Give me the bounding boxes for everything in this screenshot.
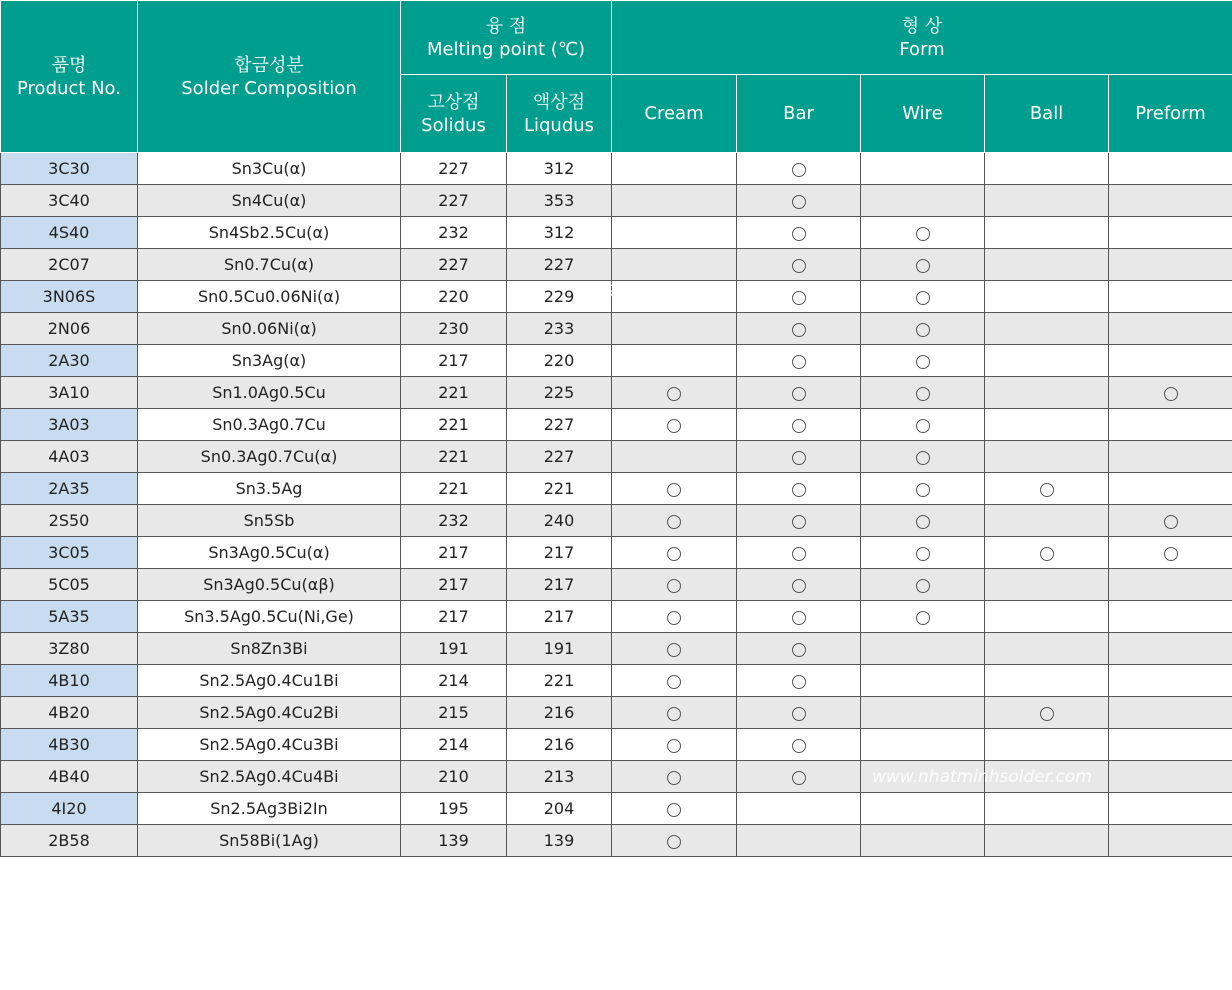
composition-cell: Sn2.5Ag0.4Cu2Bi: [138, 697, 401, 729]
available-circle-icon: [1164, 515, 1178, 529]
solidus-cell: 221: [401, 441, 507, 473]
available-circle-icon: [916, 291, 930, 305]
form-wire-cell: [861, 473, 985, 505]
form-ball-cell: [985, 313, 1109, 345]
form-wire-cell: [861, 217, 985, 249]
solidus-cell: 221: [401, 473, 507, 505]
form-ball-cell: [985, 377, 1109, 409]
product-cell: 4B20: [1, 697, 138, 729]
form-cream-cell: [612, 569, 737, 601]
header-product: 품명 Product No.: [1, 1, 138, 153]
form-cream-cell: [612, 313, 737, 345]
form-wire-cell: [861, 345, 985, 377]
solidus-cell: 227: [401, 153, 507, 185]
available-circle-icon: [916, 355, 930, 369]
form-ball-cell: [985, 153, 1109, 185]
form-ball-cell: [985, 601, 1109, 633]
form-cream-cell: [612, 473, 737, 505]
solidus-cell: 221: [401, 409, 507, 441]
table-row: [1, 729, 1232, 761]
form-preform-cell: [1109, 569, 1232, 601]
product-cell: 2S50: [1, 505, 138, 537]
available-circle-icon: [792, 643, 806, 657]
table-row: [1, 153, 1232, 185]
available-circle-icon: [792, 611, 806, 625]
composition-cell: Sn0.06Ni(α): [138, 313, 401, 345]
liquidus-cell: 233: [507, 313, 612, 345]
composition-cell: Sn58Bi(1Ag): [138, 825, 401, 857]
liquidus-cell: 217: [507, 537, 612, 569]
product-cell: 4S40: [1, 217, 138, 249]
solidus-cell: 191: [401, 633, 507, 665]
form-bar-cell: [737, 761, 861, 793]
product-cell: 3C40: [1, 185, 138, 217]
form-ball-cell: [985, 825, 1109, 857]
table-row: [1, 217, 1232, 249]
available-circle-icon: [667, 419, 681, 433]
composition-cell: Sn0.5Cu0.06Ni(α): [138, 281, 401, 313]
form-ball-cell: [985, 665, 1109, 697]
composition-cell: Sn3Ag0.5Cu(αβ): [138, 569, 401, 601]
header-form-wire: Wire: [861, 75, 985, 153]
table-row: [1, 377, 1232, 409]
form-preform-cell: [1109, 761, 1232, 793]
available-circle-icon: [667, 739, 681, 753]
product-cell: 2A30: [1, 345, 138, 377]
watermark-phone-2: 0988.262.254: [750, 897, 869, 917]
form-preform-cell: [1109, 185, 1232, 217]
solidus-cell: 230: [401, 313, 507, 345]
form-wire-cell: [861, 185, 985, 217]
form-wire-cell: [861, 633, 985, 665]
available-circle-icon: [667, 483, 681, 497]
form-wire-cell: [861, 729, 985, 761]
form-wire-cell: [861, 441, 985, 473]
form-cream-cell: [612, 185, 737, 217]
available-circle-icon: [916, 451, 930, 465]
available-circle-icon: [667, 771, 681, 785]
product-cell: 3Z80: [1, 633, 138, 665]
form-wire-cell: [861, 665, 985, 697]
available-circle-icon: [1164, 547, 1178, 561]
available-circle-icon: [667, 835, 681, 849]
form-cream-cell: [612, 505, 737, 537]
table-row: [1, 633, 1232, 665]
table-row: [1, 665, 1232, 697]
form-bar-cell: [737, 665, 861, 697]
form-bar-cell: [737, 281, 861, 313]
form-cream-cell: [612, 377, 737, 409]
product-cell: 3C30: [1, 153, 138, 185]
liquidus-cell: 227: [507, 441, 612, 473]
form-cream-cell: [612, 729, 737, 761]
form-ball-cell: [985, 345, 1109, 377]
form-ball-cell: [985, 409, 1109, 441]
available-circle-icon: [916, 419, 930, 433]
available-circle-icon: [792, 195, 806, 209]
form-bar-cell: [737, 313, 861, 345]
form-cream-cell: [612, 697, 737, 729]
form-cream-cell: [612, 665, 737, 697]
liquidus-cell: 229: [507, 281, 612, 313]
form-bar-cell: [737, 217, 861, 249]
available-circle-icon: [916, 259, 930, 273]
available-circle-icon: [792, 707, 806, 721]
form-wire-cell: [861, 505, 985, 537]
available-circle-icon: [667, 579, 681, 593]
liquidus-cell: 227: [507, 409, 612, 441]
solidus-cell: 217: [401, 601, 507, 633]
form-cream-cell: [612, 761, 737, 793]
composition-cell: Sn2.5Ag0.4Cu1Bi: [138, 665, 401, 697]
available-circle-icon: [667, 643, 681, 657]
form-preform-cell: [1109, 377, 1232, 409]
table-row: [1, 249, 1232, 281]
form-bar-cell: [737, 249, 861, 281]
solidus-cell: 217: [401, 537, 507, 569]
form-bar-cell: [737, 537, 861, 569]
watermark-website: www.nhatminhsolder.com: [872, 767, 1092, 787]
available-circle-icon: [792, 451, 806, 465]
form-preform-cell: [1109, 601, 1232, 633]
form-preform-cell: [1109, 505, 1232, 537]
composition-cell: Sn8Zn3Bi: [138, 633, 401, 665]
composition-cell: Sn3Cu(α): [138, 153, 401, 185]
available-circle-icon: [916, 323, 930, 337]
form-ball-cell: [985, 697, 1109, 729]
form-wire-cell: [861, 281, 985, 313]
product-cell: 5A35: [1, 601, 138, 633]
solidus-cell: 227: [401, 249, 507, 281]
table-row: [1, 601, 1232, 633]
composition-cell: Sn5Sb: [138, 505, 401, 537]
table-row: [1, 345, 1232, 377]
liquidus-cell: 139: [507, 825, 612, 857]
product-cell: 4B40: [1, 761, 138, 793]
form-cream-cell: [612, 153, 737, 185]
available-circle-icon: [667, 611, 681, 625]
table-row: [1, 409, 1232, 441]
composition-cell: Sn2.5Ag3Bi2In: [138, 793, 401, 825]
composition-cell: Sn3.5Ag0.5Cu(Ni,Ge): [138, 601, 401, 633]
form-preform-cell: [1109, 153, 1232, 185]
form-preform-cell: [1109, 665, 1232, 697]
form-ball-cell: [985, 633, 1109, 665]
solidus-cell: 217: [401, 345, 507, 377]
available-circle-icon: [1040, 483, 1054, 497]
liquidus-cell: 204: [507, 793, 612, 825]
table-row: [1, 473, 1232, 505]
product-cell: 2A35: [1, 473, 138, 505]
form-wire-cell: [861, 249, 985, 281]
available-circle-icon: [792, 227, 806, 241]
product-cell: 4I20: [1, 793, 138, 825]
liquidus-cell: 220: [507, 345, 612, 377]
composition-cell: Sn4Sb2.5Cu(α): [138, 217, 401, 249]
available-circle-icon: [792, 419, 806, 433]
form-ball-cell: [985, 473, 1109, 505]
form-preform-cell: [1109, 729, 1232, 761]
form-ball-cell: [985, 793, 1109, 825]
form-ball-cell: [985, 281, 1109, 313]
solidus-cell: 232: [401, 217, 507, 249]
product-cell: 2N06: [1, 313, 138, 345]
liquidus-cell: 353: [507, 185, 612, 217]
form-ball-cell: [985, 249, 1109, 281]
form-cream-cell: [612, 409, 737, 441]
form-bar-cell: [737, 153, 861, 185]
available-circle-icon: [792, 355, 806, 369]
composition-cell: Sn0.3Ag0.7Cu: [138, 409, 401, 441]
composition-cell: Sn0.7Cu(α): [138, 249, 401, 281]
product-cell: 3N06S: [1, 281, 138, 313]
form-cream-cell: [612, 633, 737, 665]
form-wire-cell: [861, 569, 985, 601]
liquidus-cell: 213: [507, 761, 612, 793]
header-form-ball: Ball: [985, 75, 1109, 153]
header-form-preform: Preform: [1109, 75, 1232, 153]
form-cream-cell: [612, 537, 737, 569]
form-cream-cell: [612, 793, 737, 825]
solidus-cell: 217: [401, 569, 507, 601]
header-melting-point: 융 점 Melting point (℃): [401, 1, 612, 75]
form-bar-cell: [737, 825, 861, 857]
product-cell: 4B10: [1, 665, 138, 697]
liquidus-cell: 221: [507, 473, 612, 505]
form-cream-cell: [612, 441, 737, 473]
liquidus-cell: 191: [507, 633, 612, 665]
form-preform-cell: [1109, 409, 1232, 441]
product-cell: 3A10: [1, 377, 138, 409]
solidus-cell: 220: [401, 281, 507, 313]
header-solidus: 고상점 Solidus: [401, 75, 507, 153]
form-bar-cell: [737, 441, 861, 473]
product-cell: 2C07: [1, 249, 138, 281]
available-circle-icon: [667, 803, 681, 817]
form-preform-cell: [1109, 633, 1232, 665]
available-circle-icon: [792, 547, 806, 561]
available-circle-icon: [792, 739, 806, 753]
composition-cell: Sn2.5Ag0.4Cu3Bi: [138, 729, 401, 761]
product-cell: 5C05: [1, 569, 138, 601]
form-bar-cell: [737, 569, 861, 601]
table-row: [1, 825, 1232, 857]
table-row: [1, 441, 1232, 473]
available-circle-icon: [792, 579, 806, 593]
liquidus-cell: 221: [507, 665, 612, 697]
form-bar-cell: [737, 377, 861, 409]
form-wire-cell: [861, 793, 985, 825]
composition-cell: Sn3.5Ag: [138, 473, 401, 505]
product-cell: 4B30: [1, 729, 138, 761]
composition-cell: Sn0.3Ag0.7Cu(α): [138, 441, 401, 473]
liquidus-cell: 240: [507, 505, 612, 537]
form-wire-cell: [861, 537, 985, 569]
header-form-cream: Cream: [612, 75, 737, 153]
form-wire-cell: [861, 697, 985, 729]
header-composition: 합금성분 Solder Composition: [138, 1, 401, 153]
form-preform-cell: [1109, 793, 1232, 825]
header-liquidus: 액상점 Liqudus: [507, 75, 612, 153]
solidus-cell: 215: [401, 697, 507, 729]
form-bar-cell: [737, 697, 861, 729]
available-circle-icon: [667, 675, 681, 689]
available-circle-icon: [792, 323, 806, 337]
form-cream-cell: [612, 825, 737, 857]
form-bar-cell: [737, 633, 861, 665]
available-circle-icon: [916, 483, 930, 497]
form-cream-cell: [612, 249, 737, 281]
watermark-phone-1: 0988.262.254: [594, 282, 713, 302]
available-circle-icon: [667, 387, 681, 401]
table-row: [1, 569, 1232, 601]
available-circle-icon: [916, 579, 930, 593]
available-circle-icon: [792, 291, 806, 305]
form-cream-cell: [612, 345, 737, 377]
available-circle-icon: [667, 547, 681, 561]
form-wire-cell: [861, 313, 985, 345]
form-ball-cell: [985, 537, 1109, 569]
composition-cell: Sn4Cu(α): [138, 185, 401, 217]
form-bar-cell: [737, 473, 861, 505]
liquidus-cell: 217: [507, 601, 612, 633]
form-preform-cell: [1109, 345, 1232, 377]
product-cell: 3A03: [1, 409, 138, 441]
composition-cell: Sn1.0Ag0.5Cu: [138, 377, 401, 409]
form-preform-cell: [1109, 537, 1232, 569]
form-ball-cell: [985, 185, 1109, 217]
available-circle-icon: [792, 675, 806, 689]
solidus-cell: 221: [401, 377, 507, 409]
composition-cell: Sn3Ag(α): [138, 345, 401, 377]
form-ball-cell: [985, 569, 1109, 601]
header-form: 형 상 Form: [612, 1, 1232, 75]
form-bar-cell: [737, 345, 861, 377]
form-wire-cell: [861, 153, 985, 185]
form-bar-cell: [737, 729, 861, 761]
form-ball-cell: [985, 729, 1109, 761]
table-row: [1, 793, 1232, 825]
solidus-cell: 232: [401, 505, 507, 537]
table-row: [1, 697, 1232, 729]
product-cell: 2B58: [1, 825, 138, 857]
solidus-cell: 139: [401, 825, 507, 857]
liquidus-cell: 216: [507, 697, 612, 729]
liquidus-cell: 217: [507, 569, 612, 601]
form-preform-cell: [1109, 697, 1232, 729]
solidus-cell: 227: [401, 185, 507, 217]
solidus-cell: 195: [401, 793, 507, 825]
composition-cell: Sn3Ag0.5Cu(α): [138, 537, 401, 569]
form-ball-cell: [985, 217, 1109, 249]
form-ball-cell: [985, 505, 1109, 537]
form-preform-cell: [1109, 249, 1232, 281]
form-preform-cell: [1109, 313, 1232, 345]
available-circle-icon: [792, 515, 806, 529]
table-row: [1, 537, 1232, 569]
available-circle-icon: [792, 259, 806, 273]
liquidus-cell: 227: [507, 249, 612, 281]
solidus-cell: 210: [401, 761, 507, 793]
liquidus-cell: 225: [507, 377, 612, 409]
available-circle-icon: [916, 227, 930, 241]
solidus-cell: 214: [401, 729, 507, 761]
form-ball-cell: [985, 441, 1109, 473]
available-circle-icon: [916, 387, 930, 401]
composition-cell: Sn2.5Ag0.4Cu4Bi: [138, 761, 401, 793]
form-preform-cell: [1109, 825, 1232, 857]
liquidus-cell: 312: [507, 153, 612, 185]
available-circle-icon: [667, 515, 681, 529]
form-bar-cell: [737, 601, 861, 633]
form-wire-cell: [861, 825, 985, 857]
available-circle-icon: [792, 163, 806, 177]
form-preform-cell: [1109, 281, 1232, 313]
form-wire-cell: [861, 377, 985, 409]
solidus-cell: 214: [401, 665, 507, 697]
header-form-bar: Bar: [737, 75, 861, 153]
form-wire-cell: [861, 601, 985, 633]
available-circle-icon: [1040, 547, 1054, 561]
form-bar-cell: [737, 409, 861, 441]
form-bar-cell: [737, 505, 861, 537]
form-cream-cell: [612, 601, 737, 633]
product-cell: 4A03: [1, 441, 138, 473]
available-circle-icon: [792, 387, 806, 401]
liquidus-cell: 216: [507, 729, 612, 761]
form-bar-cell: [737, 793, 861, 825]
form-cream-cell: [612, 217, 737, 249]
available-circle-icon: [916, 515, 930, 529]
form-preform-cell: [1109, 473, 1232, 505]
available-circle-icon: [916, 547, 930, 561]
table-row: [1, 505, 1232, 537]
form-preform-cell: [1109, 217, 1232, 249]
form-bar-cell: [737, 185, 861, 217]
available-circle-icon: [792, 771, 806, 785]
product-cell: 3C05: [1, 537, 138, 569]
liquidus-cell: 312: [507, 217, 612, 249]
available-circle-icon: [916, 611, 930, 625]
table-row: [1, 313, 1232, 345]
available-circle-icon: [1040, 707, 1054, 721]
available-circle-icon: [792, 483, 806, 497]
available-circle-icon: [667, 707, 681, 721]
table-body: [1, 153, 1232, 857]
form-wire-cell: [861, 409, 985, 441]
form-preform-cell: [1109, 441, 1232, 473]
table-row: [1, 185, 1232, 217]
available-circle-icon: [1164, 387, 1178, 401]
